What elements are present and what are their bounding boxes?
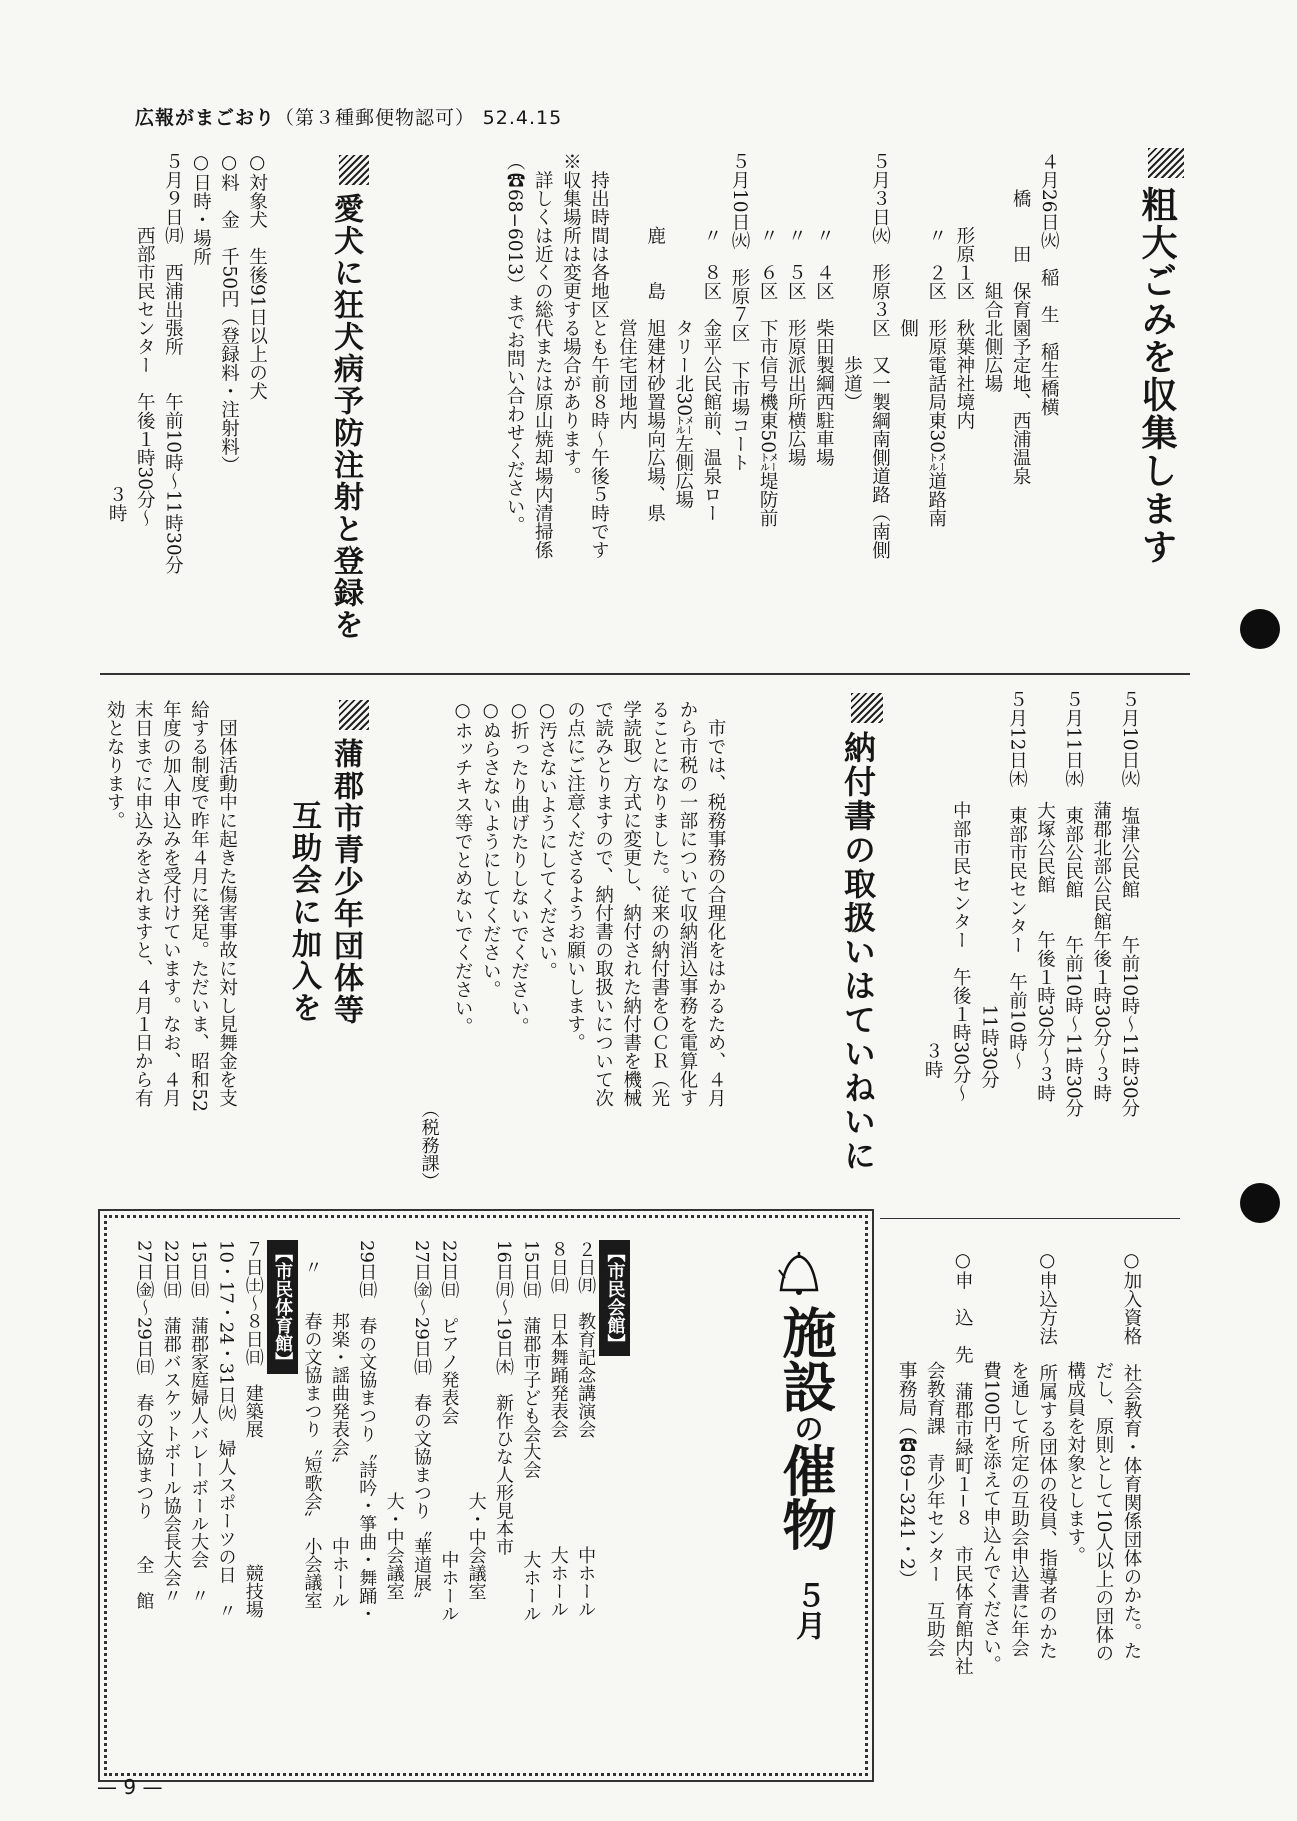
- youth-detail-line: 費100円を添えて申込んでください。: [980, 1250, 1002, 1674]
- event-item: 27日㈮〜29日㈰ 春の文協まつり〝華道展〟: [410, 1240, 432, 1610]
- rabies-title: 愛犬に狂犬病予防注射と登録を: [328, 193, 363, 641]
- youth-body: [100, 700, 241, 1200]
- event-item: 〃 春の文協まつり〝短歌会〟 小会議室: [301, 1240, 323, 1609]
- payslip-line: の点にご注意くださるようお願いします。: [564, 700, 586, 1052]
- youth-line: 年度の加入申込みを受付けています。なお、４月: [160, 700, 182, 1107]
- garbage-body: [500, 152, 1062, 672]
- payslip-line: 市では、税務事務の合理化をはかるため、４月: [705, 700, 727, 1107]
- rabies-body: [102, 152, 271, 672]
- schedule-line: ５月12日㈭ 東部市民センター 午前10時〜: [1006, 690, 1028, 1071]
- events-month: ５月: [790, 1580, 825, 1640]
- youth-title-2: 互助会に加入を: [286, 800, 321, 1024]
- youth-line: 団体活動中に起きた傷害事故に対し見舞金を支: [216, 700, 238, 1107]
- garbage-line: ５月３日㈫ 形原３区 又一製綱南側道路（南側: [869, 152, 891, 559]
- youth-title-1: 蒲郡市青少年団体等: [328, 738, 363, 1026]
- garbage-line: 組合北側広場: [981, 152, 1003, 393]
- garbage-line: 形原１区 秋葉神社境内: [953, 152, 975, 430]
- youth-line: 効となります。: [104, 700, 126, 830]
- payslip-title: 納付書の取扱いはていねいに: [839, 731, 877, 1173]
- event-item: 大・中会議室: [383, 1240, 405, 1600]
- youth-details: [892, 1250, 1145, 1750]
- hand-bell-icon: [775, 1250, 825, 1296]
- youth-detail-line: 事務局（☎69−3241・2）: [896, 1250, 918, 1589]
- payslip-line: ○折ったり曲げたりしないでください。: [508, 700, 530, 1036]
- hall-name-gymnasium: 【市民体育館】: [267, 1240, 298, 1374]
- payslip-dept: （税務課）: [418, 1100, 440, 1190]
- youth-detail-line: ○加入資格 社会教育・体育関係団体のかた。た: [1120, 1250, 1142, 1660]
- garbage-line: 〃 ８区 金平公民館前、温泉ロー: [700, 152, 722, 522]
- events-title-b: 催物: [774, 1443, 837, 1551]
- event-item: ７日㈯〜８日㈰ 建築展 競技場: [242, 1240, 264, 1618]
- payslip-line: 学読取）方式に変更し、納付された納付書を機械: [620, 700, 642, 1107]
- punch-hole: [1240, 609, 1280, 649]
- schedule-line: ５月11日㈬ 東部公民館 午前10時〜11時30分: [1062, 690, 1084, 1118]
- schedule-line: ３時: [922, 690, 944, 1079]
- garbage-title: 粗大ごみを収集します: [1136, 186, 1177, 566]
- hatch-ornament: [339, 700, 369, 730]
- garbage-line: 歩道）: [841, 152, 863, 411]
- schedule-line: 大塚公民館 午後１時30分〜３時: [1034, 690, 1056, 1103]
- rabies-line: ３時: [106, 152, 128, 522]
- hall-name-civic-hall: 【市民会館】: [599, 1240, 630, 1356]
- youth-line: 末日までに申込みをされますと、４月１日から有: [132, 700, 154, 1107]
- event-item: 27日㈮〜29日㈰ 春の文協まつり 全 館: [133, 1240, 155, 1610]
- events-list: [130, 1240, 630, 1760]
- payslip-line: から市税の一部について収納消込事務を電算化す: [676, 700, 698, 1107]
- payslip-line: ることになりました。従来の納付書をＯＣＲ（光: [648, 700, 670, 1107]
- section-divider: [880, 1218, 1180, 1219]
- garbage-line: 〃 ６区 下市信号機東50㍍堤防前: [757, 152, 779, 528]
- hatch-ornament: [339, 155, 369, 185]
- masthead: [135, 103, 562, 130]
- rabies-line: ○日時・場所: [190, 152, 212, 266]
- page-number: — 9 —: [97, 1775, 163, 1799]
- event-item: ２日㈪ 教育記念講演会 中ホール: [575, 1240, 597, 1618]
- hatch-ornament: [1148, 148, 1184, 178]
- event-item: 邦楽・謡曲発表会〟 中ホール: [328, 1240, 350, 1609]
- garbage-line: 持出時間は各地区とも午前８時〜午後５時です: [588, 152, 610, 559]
- schedule-line: 蒲郡北部公民館午後１時30分〜３時: [1090, 690, 1112, 1103]
- schedule-line: 11時30分: [978, 690, 1000, 1089]
- schedule-line: ５月10日㈫ 塩津公民館 午前10時〜11時30分: [1118, 690, 1140, 1118]
- garbage-line: タリー北30㍍左側広場: [672, 152, 694, 509]
- garbage-line: 〃 ５区 形原派出所横広場: [785, 152, 807, 467]
- events-title: [774, 1305, 837, 1551]
- garbage-line: 営住宅団地内: [616, 152, 638, 430]
- event-item: 大・中会議室: [465, 1240, 487, 1600]
- event-item: 22日㈰ ピアノ発表会 中ホール: [438, 1240, 460, 1623]
- paper-name: 広報がまごおり: [135, 107, 276, 129]
- payslip-line: ○ホッチキス等でとめないでください。: [452, 700, 474, 1036]
- garbage-line: 側: [897, 152, 919, 337]
- events-title-no: の: [788, 1413, 823, 1443]
- rabies-line: ○対象犬 生後91日以上の犬: [246, 152, 268, 401]
- event-item: 15日㈰ 蒲郡市子ども会大会 大ホール: [520, 1240, 542, 1623]
- garbage-line: （☎68−6013）までお問い合わせください。: [504, 152, 526, 535]
- garbage-line: ※収集場所は変更する場合があります。: [560, 152, 582, 485]
- event-item: 16日㈪〜19日㈭ 新作ひな人形見本市: [493, 1240, 515, 1556]
- garbage-line: 〃 ２区 形原電話局東30㍍道路南: [925, 152, 947, 528]
- payslip-line: ○ぬらさないようにしてください。: [480, 700, 502, 999]
- punch-hole: [1240, 1183, 1280, 1223]
- section-divider: [100, 673, 1190, 675]
- rabies-schedule-continued: [918, 690, 1143, 1210]
- payslip-line: で読みとりますので、納付書の取扱いについて次: [592, 700, 614, 1107]
- youth-detail-line: 会教育課 青少年センター 互助会: [924, 1250, 946, 1657]
- rabies-line: ５月９日㈪ 西浦出張所 午前10時〜11時30分: [162, 152, 184, 575]
- garbage-line: 〃 ４区 柴田製綱西駐車場: [813, 152, 835, 467]
- garbage-line: 詳しくは近くの総代または原山焼却場内清掃係: [532, 152, 554, 559]
- youth-line: 給する制度で昨年４月に発足。ただいま、昭和52: [188, 700, 210, 1113]
- schedule-line: 中部市民センター 午後１時30分〜: [950, 690, 972, 1103]
- postal-permit: （第３種郵便物認可）: [275, 107, 476, 129]
- youth-detail-line: ○申込方法 所属する団体の役員、指導者のかた: [1036, 1250, 1058, 1660]
- youth-detail-line: 構成員を対象とします。: [1064, 1250, 1086, 1565]
- garbage-line: ５月10日㈫ 形原７区 下市場コート: [728, 152, 750, 472]
- payslip-title-block: [839, 693, 883, 1173]
- garbage-line: ４月26日㈫ 稲 生 稲生橋横: [1038, 152, 1060, 417]
- event-item: 29日㈰ 春の文協まつり〝詩吟・箏曲・舞踊・: [356, 1240, 378, 1623]
- garbage-title-block: [1138, 148, 1184, 566]
- event-item: 15日㈰ 蒲郡家庭婦人バレーボール大会 〃: [188, 1240, 210, 1605]
- youth-detail-line: ○申 込 先 蒲郡市緑町１−８ 市民体育館内社: [952, 1250, 974, 1676]
- event-item: 22日㈰ 蒲郡バスケットボール協会長大会〃: [160, 1240, 182, 1605]
- hall-heading: [267, 1240, 298, 1760]
- event-item: 10・17・24・31日㈫ 婦人スポーツの日 〃: [215, 1240, 237, 1620]
- events-title-a: 施設: [774, 1305, 837, 1413]
- hall-heading: [599, 1240, 630, 1760]
- rabies-title-block: [330, 155, 369, 641]
- youth-detail-line: だし、原則として10人以上の団体の: [1092, 1250, 1114, 1663]
- garbage-line: 鹿 島 旭建材砂置場向広場、県: [644, 152, 666, 522]
- rabies-line: 西部市民センター 午後１時30分〜: [134, 152, 156, 528]
- rabies-line: ○料 金 千50円（登録料・注射料）: [218, 152, 240, 475]
- garbage-line: 橋 田 保育園予定地、西浦温泉: [1010, 152, 1032, 485]
- payslip-body: [448, 700, 729, 1200]
- hatch-ornament: [851, 693, 883, 723]
- youth-detail-line: を通して所定の互助会申込書に年会: [1008, 1250, 1030, 1657]
- issue-date: 52.4.15: [482, 107, 563, 129]
- event-item: ８日㈰ 日本舞踊発表会 大ホール: [547, 1240, 569, 1618]
- payslip-line: ○汚さないようにしてください。: [536, 700, 558, 980]
- youth-title-block: [330, 700, 369, 1026]
